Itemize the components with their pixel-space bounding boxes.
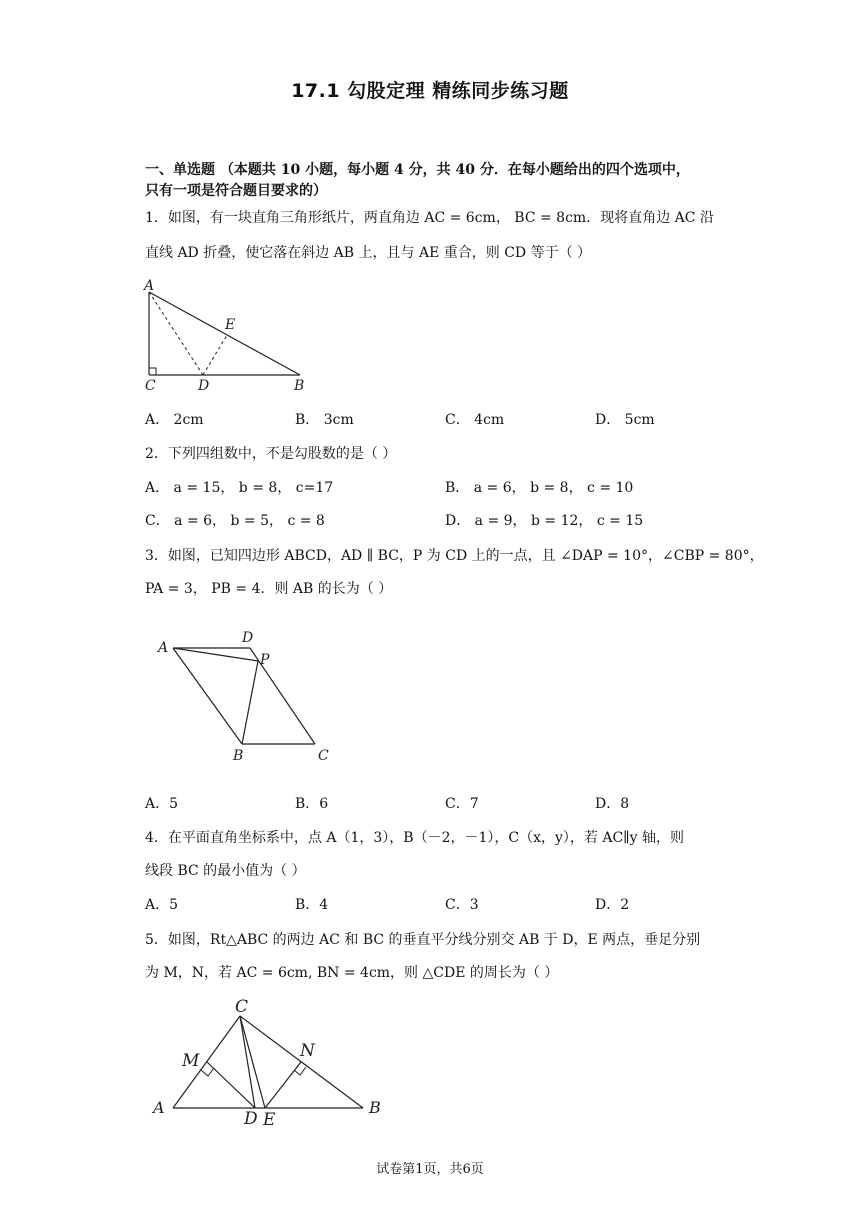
q1-label-e: E: [225, 317, 236, 333]
q5-figure: [145, 998, 395, 1133]
q5-segment-cb: [240, 1016, 363, 1108]
q5-label-b: B: [369, 1098, 381, 1117]
q3-segment-ab: [173, 648, 242, 744]
q1-label-a: A: [144, 278, 155, 294]
q1-label-c: C: [145, 378, 156, 394]
q1-right-angle-mark: [149, 368, 156, 375]
q5-label-m: M: [182, 1051, 200, 1071]
q3-figure: [150, 622, 350, 767]
q1-option-a[interactable]: A． 2cm: [145, 412, 204, 428]
q3-option-b[interactable]: B．6: [295, 796, 329, 812]
q4-option-c[interactable]: C．3: [445, 897, 479, 913]
q1-text-line1: 1．如图，有一块直角三角形纸片，两直角边 AC = 6cm， BC = 8cm．现将直角边 AC 沿: [145, 210, 714, 226]
q5-right-angle-m: [201, 1068, 214, 1076]
q2-text-line1: 2．下列四组数中，不是勾股数的是（ ）: [145, 446, 397, 462]
q1-option-b[interactable]: B． 3cm: [295, 412, 354, 428]
q3-text-line1: 3．如图，已知四边形 ABCD，AD ∥ BC，P 为 CD 上的一点，且 ∠DAP = 10°，∠CBP = 80°，: [145, 548, 764, 564]
q3-label-p: P: [260, 652, 270, 668]
q3-label-d: D: [242, 630, 254, 646]
page-title: 17.1 勾股定理 精练同步练习题: [291, 80, 569, 102]
q3-label-b: B: [233, 748, 244, 764]
q5-text-line2: 为 M，N，若 AC = 6cm, BN = 4cm，则 △CDE 的周长为（ ）: [145, 965, 559, 981]
q1-label-d: D: [198, 378, 210, 394]
q1-segment-ab: [149, 292, 300, 375]
q5-label-n: N: [300, 1041, 315, 1061]
section-heading-line2: 只有一项是符合题目要求的）: [145, 183, 327, 199]
q4-option-a[interactable]: A．5: [145, 897, 179, 913]
q2-option-a[interactable]: A． a = 15， b = 8， c=17: [145, 480, 334, 496]
q5-label-a: A: [153, 1098, 165, 1117]
q5-segment-ne: [265, 1062, 301, 1108]
q1-segment-ad: [149, 292, 203, 375]
q1-label-b: B: [294, 378, 305, 394]
q3-option-a[interactable]: A．5: [145, 796, 179, 812]
q2-option-d[interactable]: D． a = 9， b = 12， c = 15: [445, 513, 644, 529]
q5-segment-md: [207, 1062, 255, 1108]
q3-option-d[interactable]: D．8: [595, 796, 630, 812]
page-footer: 试卷第1页，共6页: [376, 1162, 484, 1177]
q3-option-c[interactable]: C．7: [445, 796, 479, 812]
section-heading-line1: 一、单选题 （本题共 10 小题，每小题 4 分，共 40 分．在每小题给出的四个选项中，: [145, 162, 690, 178]
q1-option-d[interactable]: D． 5cm: [595, 412, 655, 428]
q2-option-c[interactable]: C． a = 6， b = 5， c = 8: [145, 513, 325, 529]
q5-label-c: C: [235, 998, 249, 1017]
q3-label-a: A: [158, 640, 169, 656]
q5-text-line1: 5．如图，Rt△ABC 的两边 AC 和 BC 的垂直平分线分别交 AB 于 D，E 两点，垂足分别: [145, 932, 701, 948]
q3-label-c: C: [318, 748, 329, 764]
q1-text-line2: 直线 AD 折叠，使它落在斜边 AB 上，且与 AE 重合，则 CD 等于（ ）: [145, 245, 592, 261]
q3-segment-bp: [242, 661, 258, 744]
q3-segment-ap: [173, 648, 258, 661]
q1-segment-de: [203, 335, 227, 375]
q1-figure: [135, 278, 325, 396]
q5-label-d: D: [244, 1109, 258, 1129]
q3-text-line2: PA = 3， PB = 4．则 AB 的长为（ ）: [145, 581, 393, 597]
q2-option-b[interactable]: B． a = 6， b = 8， c = 10: [445, 480, 634, 496]
q4-option-b[interactable]: B．4: [295, 897, 329, 913]
q4-text-line2: 线段 BC 的最小值为（ ）: [145, 863, 306, 879]
q1-option-c[interactable]: C． 4cm: [445, 412, 505, 428]
q4-option-d[interactable]: D．2: [595, 897, 630, 913]
q5-label-e: E: [263, 1110, 276, 1130]
q4-text-line1: 4．在平面直角坐标系中，点 A（1，3），B（－2，－1），C（x，y），若 AC∥y 轴，则: [145, 830, 684, 846]
